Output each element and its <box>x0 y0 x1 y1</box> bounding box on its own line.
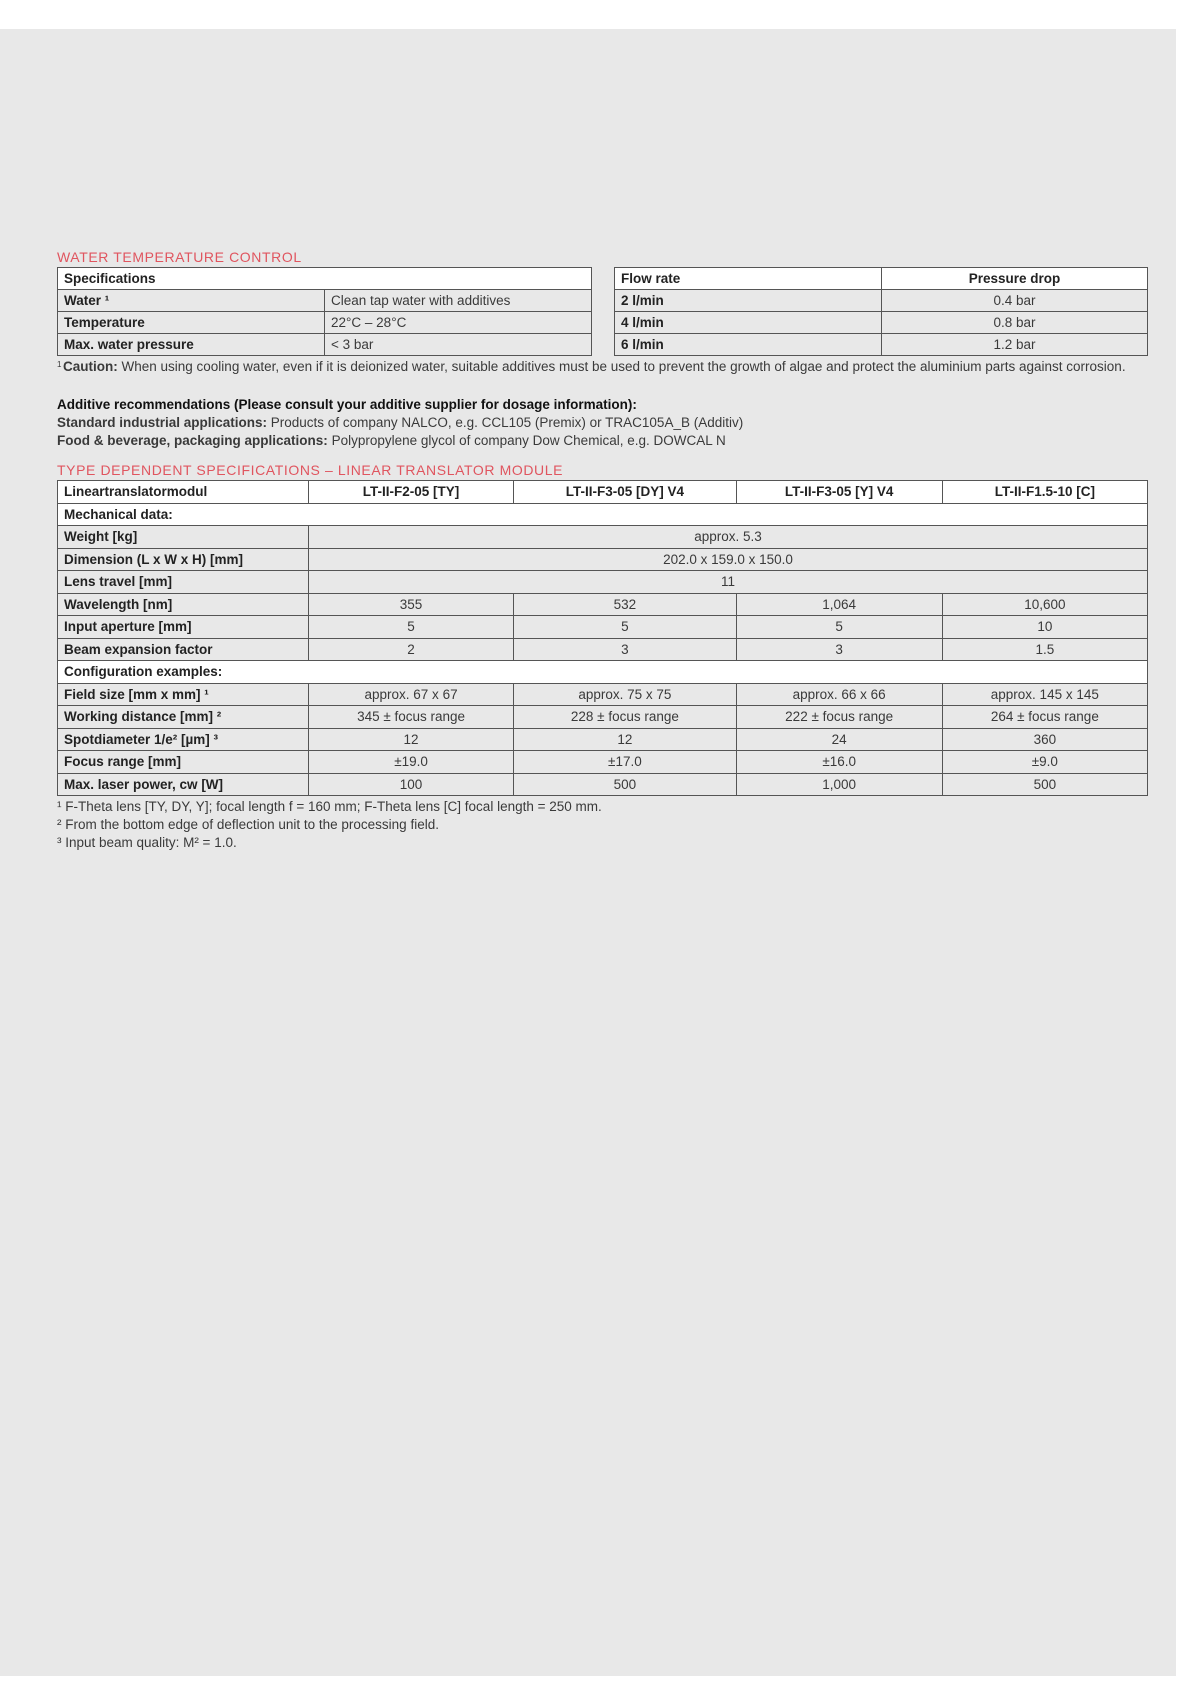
table-row <box>58 683 1148 706</box>
table-row <box>58 268 592 290</box>
table-cell: 24 <box>736 728 942 751</box>
spec-label: Temperature <box>58 312 325 334</box>
table-row <box>58 334 592 356</box>
row-label: Lens travel [mm] <box>58 571 309 594</box>
mechanical-data-label: Mechanical data: <box>58 503 1148 526</box>
table-cell: 10 <box>942 616 1147 639</box>
table-cell: 5 <box>309 616 514 639</box>
spec-label: Water ¹ <box>58 290 325 312</box>
column-header: Lineartranslatormodul <box>58 481 309 504</box>
caution-marker: 1 <box>57 360 62 369</box>
type-section-title: TYPE DEPENDENT SPECIFICATIONS – LINEAR TRANSLATOR MODULE <box>57 462 564 478</box>
table-row <box>58 312 592 334</box>
caution-label: Caution: <box>63 359 118 374</box>
caution-text: When using cooling water, even if it is deionized water, suitable additives must be used to prevent the growth of algae and protect the aluminium parts against corrosion. <box>117 359 1126 374</box>
spec-value: Clean tap water with additives <box>325 290 592 312</box>
table-cell: 5 <box>514 616 737 639</box>
footnote: ¹ F-Theta lens [TY, DY, Y]; focal length f = 160 mm; F-Theta lens [C] focal length = 250 mm. <box>57 799 602 814</box>
table-row <box>58 773 1148 796</box>
footnotes <box>57 798 1148 852</box>
table-row <box>58 548 1148 571</box>
table-cell: 3 <box>514 638 737 661</box>
row-value: approx. 5.3 <box>309 526 1148 549</box>
water-tables-row <box>57 267 1148 356</box>
table-row <box>58 593 1148 616</box>
table-row <box>58 661 1148 684</box>
additive-standard-text: Products of company NALCO, e.g. CCL105 (Premix) or TRAC105A_B (Additiv) <box>267 415 744 430</box>
additive-recommendations <box>57 396 1148 450</box>
additive-food-label: Food & beverage, packaging applications: <box>57 433 328 448</box>
table-cell: 1,064 <box>736 593 942 616</box>
column-header: LT-II-F3-05 [DY] V4 <box>514 481 737 504</box>
additive-food-text: Polypropylene glycol of company Dow Chemical, e.g. DOWCAL N <box>327 433 726 448</box>
table-cell: 12 <box>514 728 737 751</box>
pressure-drop-value: 1.2 bar <box>882 334 1148 356</box>
table-cell: 345 ± focus range <box>309 706 514 729</box>
table-row <box>615 268 1148 290</box>
table-row <box>615 334 1148 356</box>
table-cell: approx. 75 x 75 <box>514 683 737 706</box>
row-label: Max. laser power, cw [W] <box>58 773 309 796</box>
table-cell: ±17.0 <box>514 751 737 774</box>
table-cell: 222 ± focus range <box>736 706 942 729</box>
table-cell: 1,000 <box>736 773 942 796</box>
table-cell: approx. 145 x 145 <box>942 683 1147 706</box>
row-label: Beam expansion factor <box>58 638 309 661</box>
type-specifications-table <box>57 480 1148 796</box>
row-label: Dimension (L x W x H) [mm] <box>58 548 309 571</box>
row-label: Focus range [mm] <box>58 751 309 774</box>
table-row <box>58 503 1148 526</box>
column-header: LT-II-F1.5-10 [C] <box>942 481 1147 504</box>
table-row <box>615 290 1148 312</box>
table-cell: 100 <box>309 773 514 796</box>
document-content <box>57 248 1148 852</box>
table-cell: 264 ± focus range <box>942 706 1147 729</box>
pressure-drop-value: 0.4 bar <box>882 290 1148 312</box>
table-cell: 12 <box>309 728 514 751</box>
table-cell: ±16.0 <box>736 751 942 774</box>
row-label: Working distance [mm] ² <box>58 706 309 729</box>
row-label: Weight [kg] <box>58 526 309 549</box>
table-cell: ±19.0 <box>309 751 514 774</box>
caution-note <box>57 358 1148 376</box>
table-cell: approx. 66 x 66 <box>736 683 942 706</box>
additive-heading: Additive recommendations (Please consult your additive supplier for dosage information): <box>57 397 637 412</box>
table-row <box>58 751 1148 774</box>
table-row <box>58 638 1148 661</box>
flow-header: Flow rate <box>615 268 882 290</box>
row-value: 11 <box>309 571 1148 594</box>
footnote: ² From the bottom edge of deflection unit to the processing field. <box>57 817 439 832</box>
table-row <box>615 312 1148 334</box>
row-label: Input aperture [mm] <box>58 616 309 639</box>
table-header-row <box>58 481 1148 504</box>
flow-value: 4 l/min <box>615 312 882 334</box>
footnote: ³ Input beam quality: M² = 1.0. <box>57 835 237 850</box>
table-row <box>58 571 1148 594</box>
table-cell: approx. 67 x 67 <box>309 683 514 706</box>
table-cell: 2 <box>309 638 514 661</box>
row-value: 202.0 x 159.0 x 150.0 <box>309 548 1148 571</box>
table-cell: 10,600 <box>942 593 1147 616</box>
flow-value: 2 l/min <box>615 290 882 312</box>
additive-standard <box>57 414 1148 432</box>
table-row <box>58 706 1148 729</box>
table-cell: 532 <box>514 593 737 616</box>
configuration-examples-label: Configuration examples: <box>58 661 1148 684</box>
column-header: LT-II-F3-05 [Y] V4 <box>736 481 942 504</box>
table-cell: 228 ± focus range <box>514 706 737 729</box>
row-label: Spotdiameter 1/e² [µm] ³ <box>58 728 309 751</box>
row-label: Wavelength [nm] <box>58 593 309 616</box>
additive-food <box>57 432 1148 450</box>
pressure-drop-value: 0.8 bar <box>882 312 1148 334</box>
table-cell: 355 <box>309 593 514 616</box>
table-cell: ±9.0 <box>942 751 1147 774</box>
table-cell: 1.5 <box>942 638 1147 661</box>
flow-rate-table <box>614 267 1148 356</box>
water-section-title: WATER TEMPERATURE CONTROL <box>57 249 302 265</box>
pressure-drop-header: Pressure drop <box>882 268 1148 290</box>
flow-value: 6 l/min <box>615 334 882 356</box>
spec-header: Specifications <box>58 268 592 290</box>
table-row <box>58 728 1148 751</box>
table-cell: 500 <box>942 773 1147 796</box>
column-header: LT-II-F2-05 [TY] <box>309 481 514 504</box>
additive-standard-label: Standard industrial applications: <box>57 415 268 430</box>
table-cell: 5 <box>736 616 942 639</box>
spec-value: < 3 bar <box>325 334 592 356</box>
specifications-table <box>57 267 592 356</box>
table-cell: 500 <box>514 773 737 796</box>
table-row <box>58 616 1148 639</box>
row-label: Field size [mm x mm] ¹ <box>58 683 309 706</box>
spec-label: Max. water pressure <box>58 334 325 356</box>
table-row <box>58 526 1148 549</box>
table-cell: 360 <box>942 728 1147 751</box>
table-row <box>58 290 592 312</box>
table-cell: 3 <box>736 638 942 661</box>
spec-value: 22°C – 28°C <box>325 312 592 334</box>
